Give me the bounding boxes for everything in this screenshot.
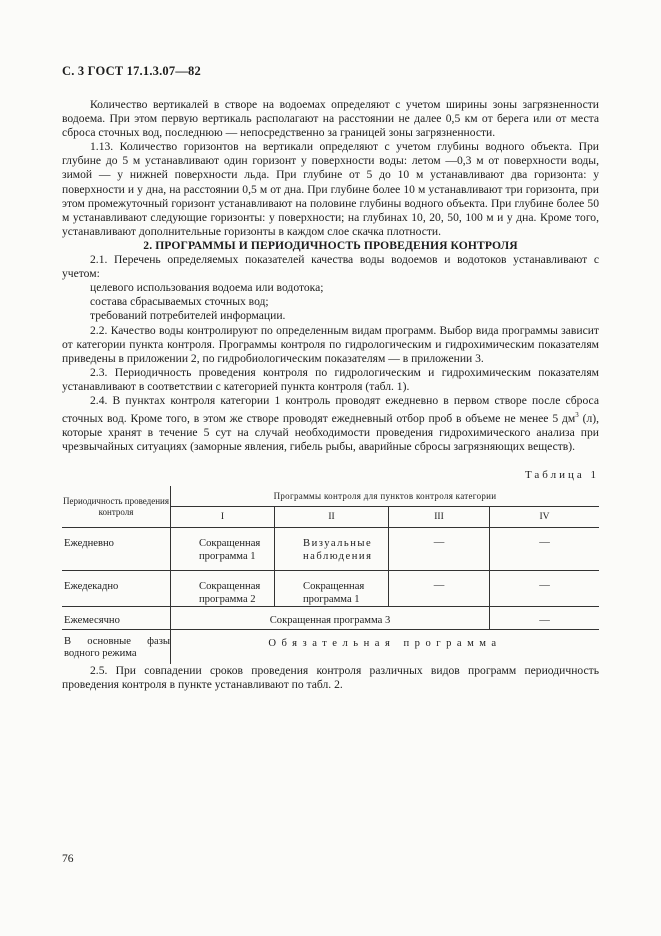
table-cell: Сокращенная программа 1 <box>275 571 389 607</box>
section-title: 2. ПРОГРАММЫ И ПЕРИОДИЧНОСТЬ ПРОВЕДЕНИЯ КОНТРОЛЯ <box>143 238 518 252</box>
table-cell: — <box>490 528 600 571</box>
list-item: требований потребителей информации. <box>90 309 286 323</box>
table-cell: — <box>389 528 490 571</box>
column-header-category: I <box>171 507 275 528</box>
paragraph-1-13: 1.13. Количество горизонтов на вертикали определяют с учетом глубины водного объекта. При глубине до 5 м устанавливают один горизонт у поверхности воды: летом —0,3 м от поверхности воды, зимой — у нижней поверхности льда. При глубине от 5 до 10 м устанавливают два горизонта: у поверхности и у дна, на расстоянии 0,5 м от дна. При глубине более 10 м устанавливают три горизонта, при этом промежуточный горизонт устанавливают на половине глубины водного объекта. При глубине более 50 м устанавливают следующие горизонты: у поверхности; на глубинах 10, 20, 50, 100 м и у дна. Кроме того, устанавливают дополнительные горизонты в каждом слое скачка плотности. <box>62 140 599 238</box>
table-cell: Сокращенная программа 1 <box>171 528 275 571</box>
table-caption: Таблица 1 <box>524 469 599 482</box>
table-cell: — <box>389 571 490 607</box>
table-cell-merged: Сокращенная программа 3 <box>171 607 490 630</box>
column-header-category: II <box>275 507 389 528</box>
paragraph-2-2: 2.2. Качество воды контролируют по определенным видам программ. Выбор вида программы зависит от категории пункта контроля. Программы контроля по гидрологическим и гидрохимическим показателям приведены в приложении 2, по гидробиологическим показателям — в приложении 3. <box>62 323 599 365</box>
paragraph-2-5: 2.5. При совпадении сроков проведения контроля различных видов программ периодичность проведения контроля в пункте устанавливают по табл. 2. <box>62 664 599 692</box>
table-cell: Визуальные наблюдения <box>275 528 389 571</box>
row-label: Ежедневно <box>62 528 171 571</box>
table-row <box>62 630 599 665</box>
running-head: С. 3 ГОСТ 17.1.3.07—82 <box>62 64 201 78</box>
paragraph-2-4-part-b: (л), которые хранят в течение 5 сут на случай необходимости проведения гидрохимического анализа при чрезвычайных ситуациях (заморные явления, гибель рыбы, аварийные сбросы загрязняющих веществ). <box>62 411 599 454</box>
paragraph-2-4 <box>62 394 599 454</box>
table-1 <box>62 486 599 664</box>
superscript: 3 <box>575 411 579 420</box>
column-header-category: III <box>389 507 490 528</box>
paragraph-2-4-part-a: 2.4. В пунктах контроля категории 1 контроль проводят ежедневно в первом створе после сброса сточных вод. Кроме того, в этом же створе проводят ежедневный отбор проб в объеме не менее 5 дм <box>62 393 599 425</box>
table-cell: Сокращенная программа 2 <box>171 571 275 607</box>
table-row <box>62 607 599 630</box>
column-header-periodicity: Периодичность проведения контроля <box>62 486 171 528</box>
list-item: целевого использования водоема или водотока; <box>90 281 324 295</box>
page-number: 76 <box>62 853 74 865</box>
table-cell: — <box>490 571 600 607</box>
column-header-category: IV <box>539 512 550 523</box>
paragraph: Количество вертикалей в створе на водоемах определяют с учетом ширины зоны загрязненности водоема. При этом первую вертикаль располагают на расстоянии не далее 0,5 км от берега или от места сброса сточных вод, последнюю — непосредственно за границей зоны загрязненности. <box>62 98 599 140</box>
row-label: В основные фазы водного режима <box>62 630 171 665</box>
row-label: Ежемесячно <box>62 607 171 630</box>
table-row <box>62 528 599 571</box>
table-row <box>62 571 599 607</box>
paragraph-2-3: 2.3. Периодичность проведения контроля по гидрологическим и гидрохимическим показателям устанавливают в соответствии с категорией пункта контроля (табл. 1). <box>62 365 599 393</box>
list-item: состава сбрасываемых сточных вод; <box>90 295 269 309</box>
table-cell-merged: Обязательная программа <box>171 630 600 665</box>
table-cell: — <box>490 607 600 630</box>
column-header-group: Программы контроля для пунктов контроля категории <box>171 486 600 507</box>
row-label: Ежедекадно <box>62 571 171 607</box>
page-content <box>62 98 599 692</box>
paragraph-2-1: 2.1. Перечень определяемых показателей качества воды водоемов и водотоков устанавливают с учетом: <box>62 253 599 281</box>
